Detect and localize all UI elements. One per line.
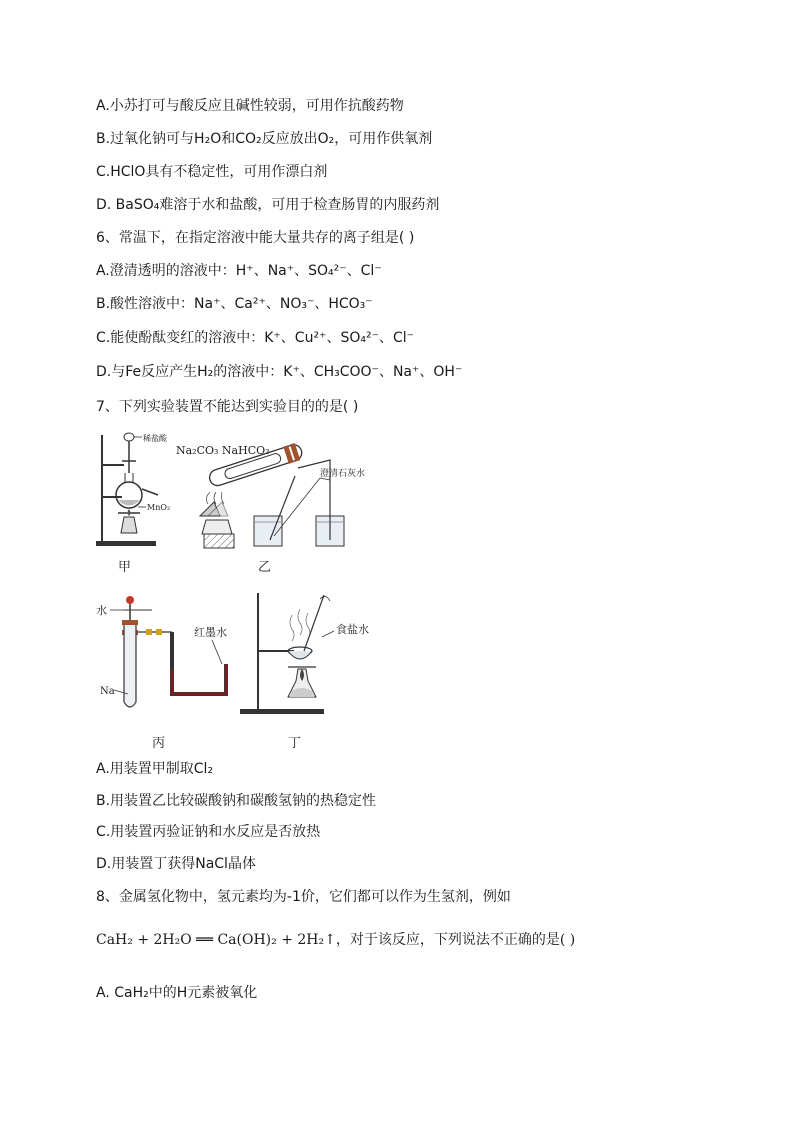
caption-jia: 甲: [118, 560, 132, 575]
label-na: Na: [100, 686, 115, 697]
q6-stem: 6、常温下，在指定溶液中能大量共存的离子组是( ): [96, 230, 415, 246]
q5-option-d: D. BaSO₄难溶于水和盐酸，可用于检查肠胃的内服药剂: [96, 197, 440, 213]
label-red-ink: 红墨水: [194, 626, 227, 639]
figure-bing-apparatus: [94, 590, 244, 715]
figure-jia-apparatus: [92, 425, 182, 550]
q7-option-d: D.用装置丁获得NaCl晶体: [96, 856, 256, 872]
label-mno2: MnO₂: [147, 503, 171, 512]
q7-option-b: B.用装置乙比较碳酸钠和碳酸氢钠的热稳定性: [96, 793, 377, 809]
q8-stem-line1: 8、金属氢化物中，氢元素均为-1价，它们都可以作为生氢剂，例如: [96, 889, 511, 905]
q8-equation-line: CaH₂ + 2H₂O ══ Ca(OH)₂ + 2H₂↑，对于该反应，下列说法不正确的是( ): [96, 932, 576, 948]
label-water: 水: [96, 604, 107, 617]
figure-ding-apparatus: [236, 585, 396, 720]
caption-yi: 乙: [258, 560, 272, 575]
q5-option-c: C.HClO具有不稳定性，可用作漂白剂: [96, 164, 328, 180]
q5-option-a: A.小苏打可与酸反应且碱性较弱，可用作抗酸药物: [96, 98, 404, 114]
q6-option-b: B.酸性溶液中：Na⁺、Ca²⁺、NO₃⁻、HCO₃⁻: [96, 296, 373, 312]
q6-option-c: C.能使酚酞变红的溶液中：K⁺、Cu²⁺、SO₄²⁻、Cl⁻: [96, 330, 415, 346]
label-dilute-hcl: 稀盐酸: [143, 434, 167, 443]
caption-ding: 丁: [288, 736, 302, 751]
q5-option-b: B.过氧化钠可与H₂O和CO₂反应放出O₂，可用作供氧剂: [96, 131, 433, 147]
q8-option-a: A. CaH₂中的H元素被氧化: [96, 985, 258, 1001]
figure-yi-apparatus: [170, 440, 366, 550]
label-salts: Na₂CO₃ NaHCO₃: [176, 444, 270, 457]
label-brine: 食盐水: [336, 623, 369, 636]
q7-option-a: A.用装置甲制取Cl₂: [96, 761, 214, 777]
caption-bing: 丙: [152, 736, 166, 751]
label-limewater: 澄清石灰水: [320, 469, 366, 479]
q6-option-a: A.澄清透明的溶液中：H⁺、Na⁺、SO₄²⁻、Cl⁻: [96, 263, 382, 279]
q7-stem: 7、下列实验装置不能达到实验目的的是( ): [96, 399, 359, 415]
q7-option-c: C.用装置丙验证钠和水反应是否放热: [96, 824, 321, 840]
q6-option-d: D.与Fe反应产生H₂的溶液中：K⁺、CH₃COO⁻、Na⁺、OH⁻: [96, 364, 463, 380]
